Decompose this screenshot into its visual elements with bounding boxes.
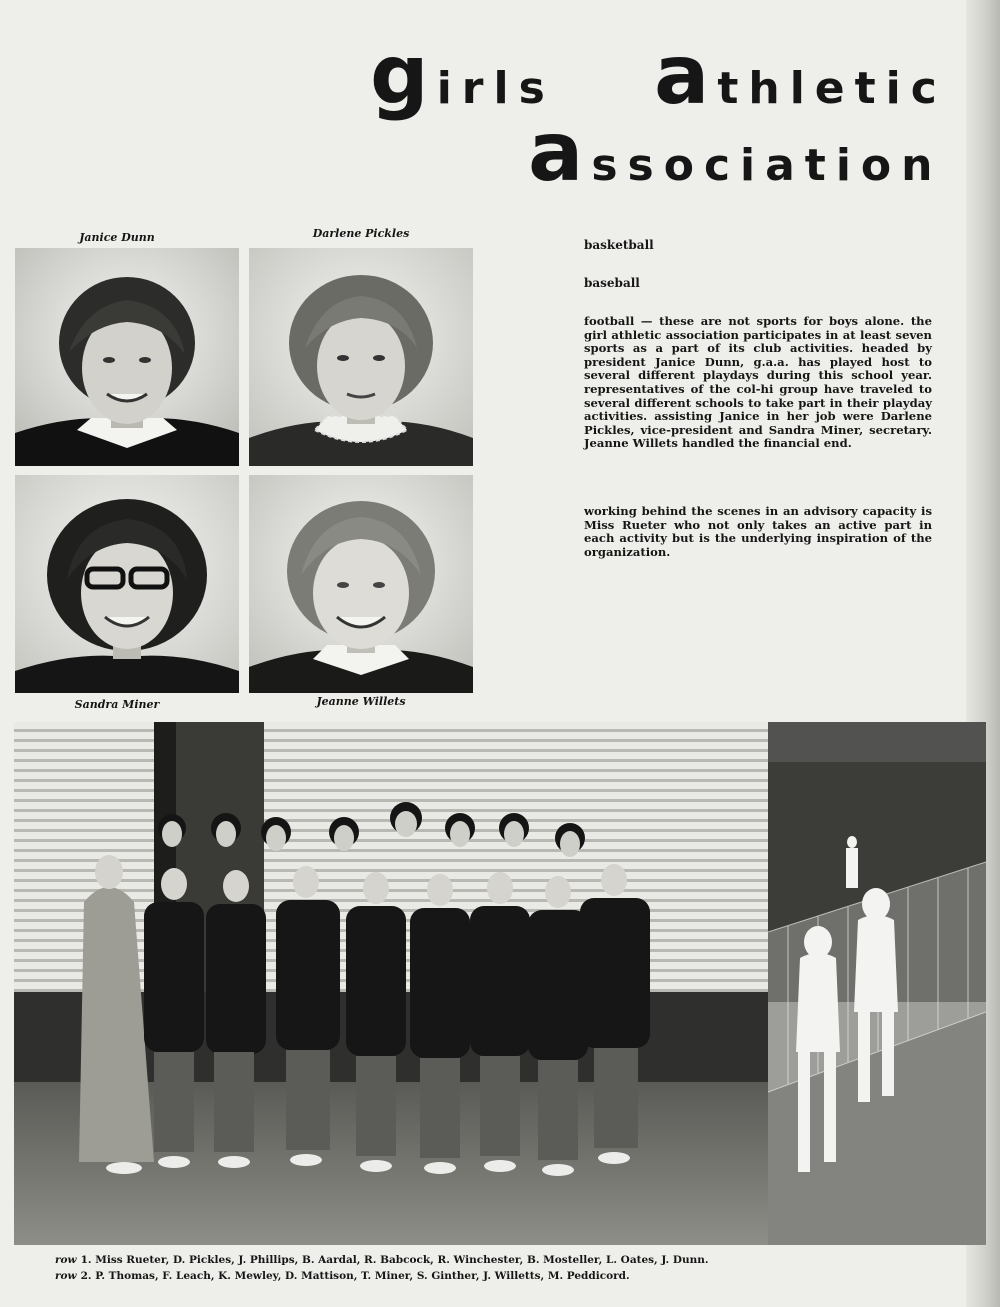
portrait-photo-3 [15,475,239,693]
portrait-caption-3: Sandra Miner [74,698,160,711]
volleyball-action-photo [768,722,986,1245]
row-names-2: P. Thomas, F. Leach, K. Mewley, D. Mattison, T. Miner, S. Ginther, J. Willetts, M. Peddicord. [95,1270,630,1282]
portrait-caption-4: Jeanne Willets [316,695,406,708]
portrait-caption-1: Janice Dunn [79,231,155,244]
title-word-association [528,105,943,200]
portrait-caption-2: Darlene Pickles [312,227,410,240]
title-rest-athletic: thletic [717,63,947,114]
portrait-photo-1 [15,248,239,466]
title-word-athletic [654,28,947,123]
row-label-2: row [55,1270,77,1282]
title-initial-a1: a [654,28,710,123]
title-initial-a2: a [528,105,584,200]
sport-basketball: basketball [584,238,654,252]
row-names-1: Miss Rueter, D. Pickles, J. Phillips, B. Aardal, R. Babcock, R. Winchester, B. Mosteller, L. Oates, J. Dunn. [95,1254,709,1266]
portrait-photo-4 [249,475,473,693]
body-paragraph-1: football — these are not sports for boys alone. the girl athletic association participates in at least seven sports as a part of its club activities. headed by president Janice Dunn, g.a.a. has played host to several different playdays during this school year. representatives of the col-hi group have traveled to several different schools to take part in their playday activities. assisting Janice in her job were Darlene Pickles, vice-president and Sandra Miner, secretary. Jeanne Willets handled the financial end. [584,314,932,451]
title-initial-g: g [370,28,429,123]
body-paragraph-2: working behind the scenes in an advisory capacity is Miss Rueter who not only takes an active part in each activity but is the underlying inspiration of the organization. [584,504,932,559]
portrait-photo-2 [249,248,473,466]
row-label-1: row [55,1254,77,1266]
title-rest-association: ssociation [591,140,943,191]
row-number-1: 1. [80,1254,92,1266]
sport-baseball: baseball [584,276,640,290]
title-rest-girls: irls [436,63,555,114]
group-photo [14,722,768,1245]
row-number-2: 2. [80,1270,92,1282]
group-caption-row-2 [55,1270,630,1282]
group-caption-row-1 [55,1254,709,1266]
